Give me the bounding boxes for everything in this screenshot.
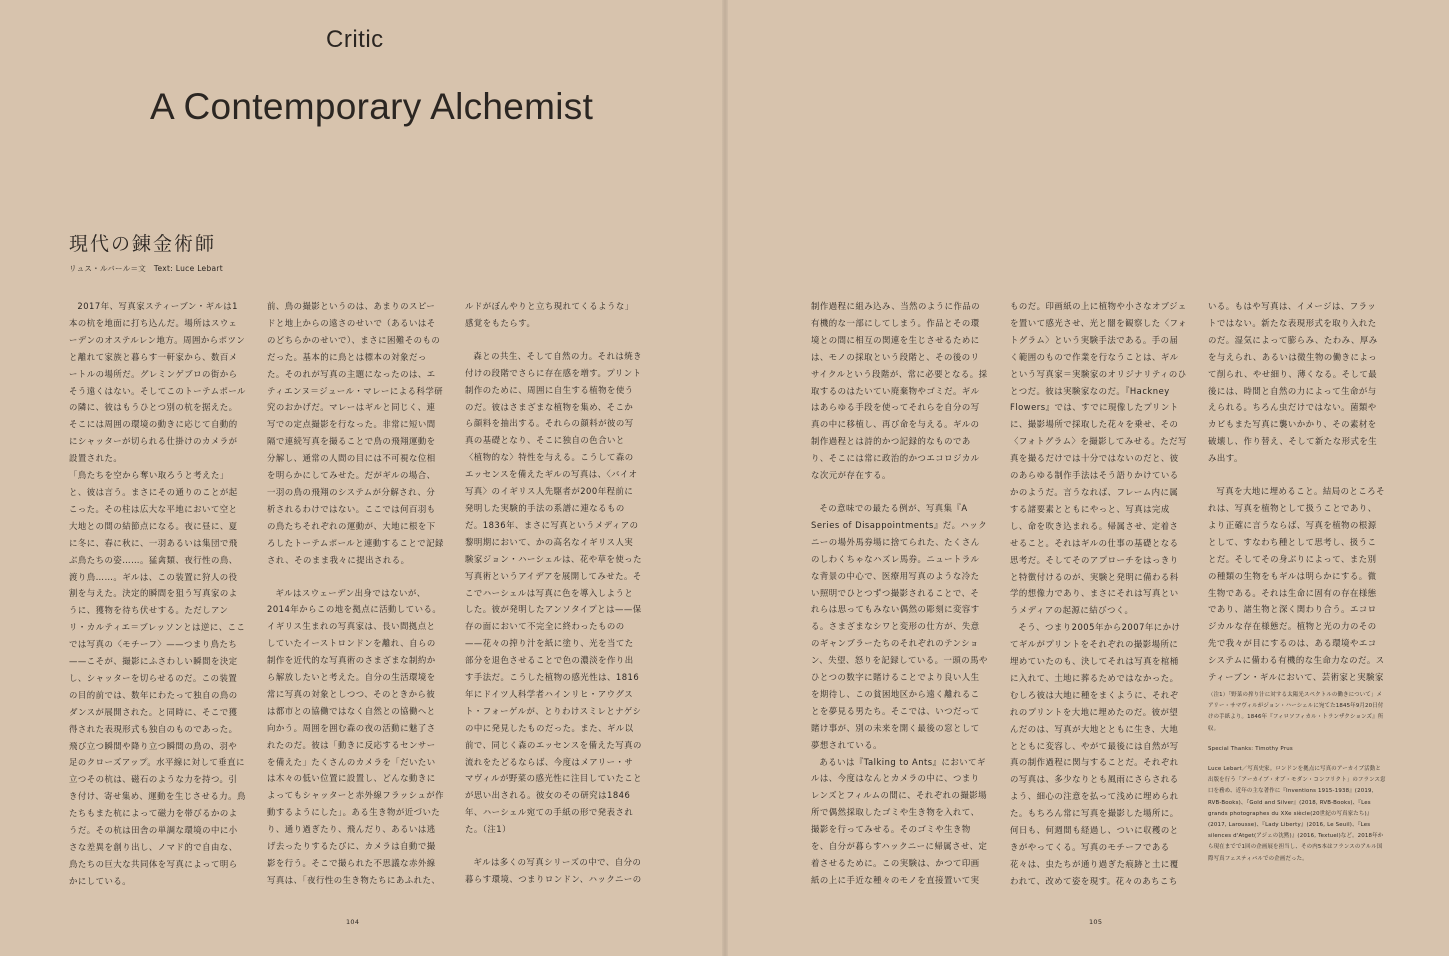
paragraph: 制作過程に組み込み、当然のように作品の有機的な一部にしてしまう。作品とその環境との間に相互の関連を生じさせるためには、モノの採取という段階と、その後のリサイクルという段階が、常に必要となる。採取するのはたいてい廃棄物やゴミだ。ギルはあらゆる手段を使ってそれらを自分の写真の中に移植し、再び命を与える。ギルの制作過程とは詩的かつ記録的なものであり、そこには常に政治的かつエコロジカルな次元が存在する。 xyxy=(811,301,988,481)
byline: リュス・ルバール＝文 Text: Luce Lebart xyxy=(69,264,224,273)
author-bio: Luce Lebart／写真史家。ロンドンを拠点に写真のアーカイブ活動と出版を行う「アーカイブ・オブ・モダン・コンフリクト」のフランス窓口を務め、近年の主な著作に『Inventions 1915-1938』(2019, RVB-Books)、『Gold and Silver』(2018, RVB-Books)、『Les grands photographes du XXe siècle(20世紀の写真家たち)』(2017, Larousse)、『Lady Liberty』(2016, Le Seuil)、『Les silences d'Atget(アジェの沈黙)』(2016, Textuel)など。2018年から現在までで1回の企画展を担当し、その内5本はフランスのアルル国際写真フェスティバルでの企画だった。 xyxy=(1208,766,1386,862)
paragraph: ルドがぼんやりと立ち現れてくるような」感覚をもたらす。 xyxy=(465,301,634,328)
page-gutter xyxy=(722,0,728,956)
special-thanks: Special Thanks: Timothy Prus xyxy=(1208,745,1293,752)
text-column-6 xyxy=(1208,298,1385,688)
footnote: （注1）「野菜の搾り汁に対する太陽光スペクトルの働きについて」メアリー・サマヴィルがジョン・ハーシェルに宛てた1845年9月20日付けの手紙より。1846年『フィロソフィカル・トランザクションズ』所収。 xyxy=(1208,692,1384,732)
paragraph: いる。もはや写真は、イメージは、フラットではない。新たな表現形式を取り入れたのだ。湿気によって膨らみ、たわみ、厚みを与えられ、あるいは微生物の働きによって削られ、やせ細り、薄くなる。そして最後には、時間と自然の力によって生命が与えられる。ちろん虫だけではない。菌類やカビもまた写真に襲いかかり、その素材を破壊し、作り替え、そして新たな形式を生み出す。 xyxy=(1208,301,1378,464)
paragraph: あるいは『Talking to Ants』においてギルは、今度はなんとカメラの中に、つまりレンズとフィルムの間に、それぞれの撮影場所で偶然採取したゴミや生き物を入れて、撮影を行ってみせる。そのゴミや生き物を、自分が暮らすハックニーに帰属させ、定着させるために。この実験は、かつて印画紙の上に手近な種々のモノを直接置いて実 xyxy=(811,756,988,885)
paragraph: ものだ。印画紙の上に植物や小さなオブジェを置いて感光させ、光と闇を観察した〈フォトグラム〉という実験手法である。手の届く範囲のもので作業を行なうことは、ギルという写真家＝実験家のオリジナリティのひとつだ。彼は実験家なのだ。『Hackney Flowers』では、すでに現像したプリントに、撮影場所で採取した花々を乗せ、その〈フォトグラム〉を撮影してみせる。ただ写真を撮るだけでは十分ではないのだと、彼のあらゆる制作手法はそう語りかけているかのようだ。言うなれば、フレーム内に属する諸要素とともにやっと、写真は完成し、命を吹き込まれる。帰属させ、定着させること。それはギルの仕事の基礎となる思考だ。そしてそのアプローチをはっきりと特徴付けるのが、実験と発明に備わる科学的想像力であり、まさにそれは写真というメディアの起源に結びつく。 xyxy=(1010,301,1187,616)
text-column-1 xyxy=(69,298,246,888)
paragraph: そう、つまり2005年から2007年にかけてギルがプリントをそれぞれの撮影場所に埋めていたのも、決してそれは写真を棺桶に入れて、土地に葬るためではなかった。むしろ彼は大地に種をまくように、それぞれのプリントを大地に埋めたのだ。彼が望んだのは、写真が大地とともに生き、大地とともに変容し、やがて最後には自然が写真の制作過程に関与することだ。それぞれの写真は、多少なりとも風雨にさらされるよう、細心の注意を払って浅めに埋められた。もちろん常に写真を撮影した場所に。何日も、何週間も経過し、ついに収穫のときがやってくる。写真のモチーフである花々は、虫たちが通り過ぎた痕跡と土に覆われて、改めて姿を現す。花々のあちこち xyxy=(1010,622,1181,886)
paragraph: 「鳥たちを空から奪い取ろうと考えた」と、彼は言う。まさにその通りのことが起こった。その柱は広大な平地において空と大地との間の結節点になる。夜に昼に、夏に冬に、春に秋に、一羽あるいは集団で飛ぶ鳥たちの姿……。猛禽類、夜行性の鳥、渡り鳥……。ギルは、この装置に狩人の役割を与えた。決定的瞬間を狙う写真家のように、獲物を待ち伏せする。ただしアンリ・カルティエ＝ブレッソンとは逆に、ここでは写真の〈モチーフ〉——つまり鳥たち——こそが、撮影にふさわしい瞬間を決定し、シャッターを切らせるのだ。この装置の目的前では、数年にわたって独自の鳥のダンスが展開された。と同時に、そこで獲得された表現形式も独自のものであった。飛び立つ瞬間や降り立つ瞬間の鳥の、羽や足のクローズアップ。水平線に対して垂直に立つその杭は、磁石のような力を持つ。引き付け、寄せ集め、運動を生じさせる力。鳥たちもまた杭によって磁力を帯びるかのようだ。その杭は田舎の単調な環境の中に小さな差異を創り出し、ノマド的で自由な、鳥たちの巨大な共同体を写真によって明らかにしている。 xyxy=(69,470,246,886)
footnotes xyxy=(1208,690,1386,865)
paragraph: 森との共生、そして自然の力。それは焼き付けの段階でさらに存在感を増す。プリント制作のために、周囲に自生する植物を使うのだ。彼はさまざまな植物を集め、そこから顔料を抽出する。それらの顔料が彼の写真の基礎となり、そこに独自の色合いと〈植物的な〉特性を与える。こうして森のエッセンスを備えたギルの写真は、〈バイオ写真〉のイギリス人先駆者が200年程前に発明した実験的手法の系譜に連なるものだ。1836年、まさに写真というメディアの黎明期において、かの高名なイギリス人実験家ジョン・ハーシェルは、花や草を使った写真術というアイデアを展開してみせた。そこでハーシェルは写真に色を導入しようとした。彼が発明したアンソタイプとは——保存の面において不完全に終わったものの——花々の搾り汁を紙に塗り、光を当てた部分を退色させることで色の濃淡を作り出す手法だ。こうした植物の感光性は、1816年にドイツ人科学者ハインリヒ・アウグスト・フォーゲルが、とりわけスミレとナゲシの中に発見したものだった。また、ギル以前で、同じく森のエッセンスを備えた写真の流れをたどるならば、今度はメアリー・サマヴィルが野菜の感光性に注目していたことが思い出される。彼女のその研究は1846年、ハーシェル宛ての手紙の形で発表された。（注1） xyxy=(465,350,642,835)
section-label: Critic xyxy=(326,26,384,53)
text-column-5 xyxy=(1010,298,1187,888)
page-number-right: 105 xyxy=(1089,918,1103,926)
paragraph: ギルは多くの写真シリーズの中で、自分の暮らす環境、つまりロンドン、ハックニーの xyxy=(465,857,642,884)
article-title-japanese: 現代の錬金術師 xyxy=(69,233,217,255)
paragraph: 写真を大地に埋めること。結局のところそれは、写真を植物として扱うことであり、より正確に言うならば、写真を植物の根源として、すなわち種として思考し、扱うことだ。そしてその身ぶりによって、また別の種類の生物をもギルは明らかにする。微生物である。それは生命に固有の存在様態であり、諸生物と深く関わり合う。エコロジカルな存在様態だ。植物と光の力のその先で我々が目にするのは、ある環境やエコシステムに備わる有機的な生命力なのだ。スティーブン・ギルにおいて、芸術家と実験家 xyxy=(1208,486,1385,683)
text-column-3 xyxy=(465,298,642,888)
text-column-4 xyxy=(811,298,988,888)
paragraph: 前、鳥の撮影というのは、あまりのスピードと地上からの遠さのせいで（あるいはそのどちらかのせいで）、まさに困難そのものだった。基本的に鳥とは標本の対象だった。そのれが写真の主題になったのは、エティエンヌ＝ジュール・マレーによる科学研究のおかげだ。マレーはギルと同じく、連写での定点撮影を行なった。非常に短い間隔で連続写真を撮ることで鳥の飛翔運動を分解し、通常の人間の目には不可視な位相を明らかにしてみせた。だがギルの場合、一羽の鳥の飛翔のシステムが分解され、分析されるわけではない。ここでは何百羽もの鳥たちそれぞれの運動が、大地に根を下ろしたトーテムポールと連動することで記録され、そのまま我々に提出される。 xyxy=(267,301,444,565)
paragraph: 2017年、写真家スティーブン・ギルは1本の杭を地面に打ち込んだ。場所はスウェーデンのオステルレン地方。周囲からポツンと離れて家族と暮らす一軒家から、数百メートルの場所だ。グレミンゲブロの街からそう遠くはない。そしてこのトーテムポールの隣に、彼はもうひとつ別の杭を据えた。そこには周囲の環境の動きに応じて自動的にシャッターが切られる仕掛けのカメラが設置された。 xyxy=(69,301,246,464)
page-number-left: 104 xyxy=(346,918,360,926)
text-column-2 xyxy=(267,298,444,888)
article-title-english: A Contemporary Alchemist xyxy=(150,86,594,127)
paragraph: ギルはスウェーデン出身ではないが、2014年からこの地を拠点に活動している。イギリス生まれの写真家は、長い間拠点としていたイーストロンドンを離れ、自らの制作を近代的な写真術のさまざまな制約から解放したいと考えた。自分の生活環境を常に写真の対象としつつ、そのときから彼は都市との協働ではなく自然との協働へと向かう。周囲を囲む森の夜の活動に魅了されたのだ。彼は「動きに反応するセンサーを備えた」たくさんのカメラを「だいたいは木々の低い位置に設置し、どんな動きによってもシャッターと赤外線フラッシュが作動するようにした」。ある生き物が近づいたり、通り過ぎたり、飛んだり、あるいは逃げ去ったりするたびに、カメラは自動で撮影を行う。そこで撮られた不思議な赤外線写真は、「夜行性の生き物たちにあふれた、 xyxy=(267,587,444,885)
paragraph: その意味での最たる例が、写真集『A Series of Disappointments』だ。ハックニーの場外馬券場に捨てられた、たくさんのしわくちゃなハズレ馬券。ニュートラルな背景の中心で、医療用写真のような冷たい照明でひとつずつ撮影されることで、それらは思ってもみない偶然の彫刻に変容する。さまざまなシワと変形の仕方が、失意のギャンブラーたちのそれぞれのテンション、失望、怒りを記録している。一頭の馬やひとつの数字に賭けることでより良い人生を期待し、この貧困地区から遠く離れることを夢見る男たち。そこでは、いつだって賭け事が、別の未来を開く最後の窓として夢想されている。 xyxy=(811,502,988,750)
